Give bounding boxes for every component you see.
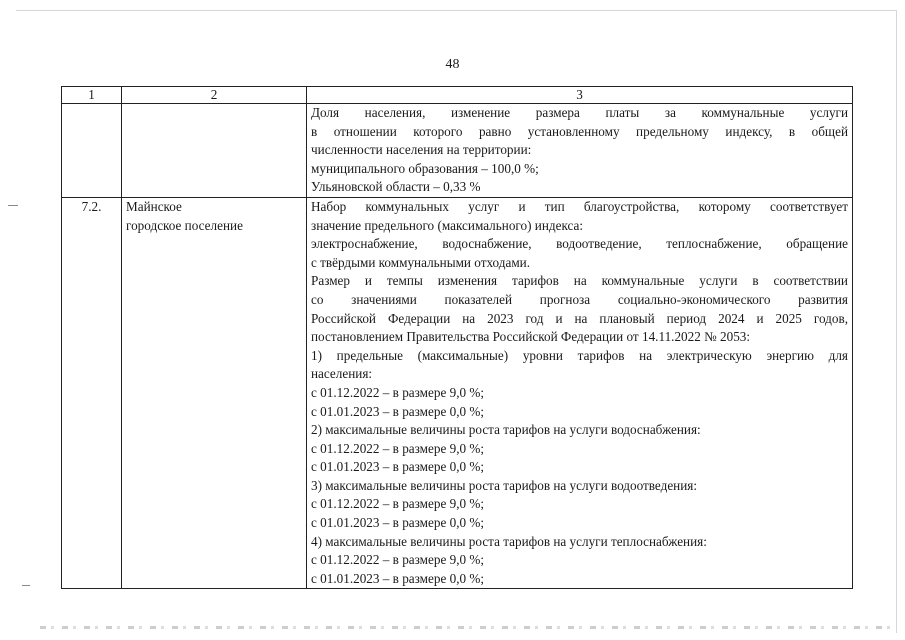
text-line: с 01.01.2023 – в размере 0,0 %; (311, 570, 485, 586)
text-line: с 01.12.2022 – в размере 9,0 %; (311, 384, 485, 400)
tariff-table (61, 86, 853, 589)
page-number: 48 (445, 57, 460, 72)
text-line: 3) максимальные величины роста тарифов на услуги водоотведения: (311, 477, 698, 493)
text-line: 1) предельные (максимальные) уровни тарифов на электрическую энергию для (311, 347, 848, 363)
text-line: электроснабжение, водоснабжение, водоотведение, теплоснабжение, обращение (311, 236, 848, 252)
settlement-name (122, 197, 307, 588)
header-col-2: 2 (122, 87, 307, 104)
text-line: численности населения на территории: (311, 142, 532, 158)
header-col-3: 3 (307, 87, 853, 104)
text-line: с 01.01.2023 – в размере 0,0 %; (311, 459, 485, 475)
text-line: с твёрдыми коммунальными отходами. (311, 254, 531, 270)
text-line: с 01.12.2022 – в размере 9,0 %; (311, 440, 485, 456)
margin-mark (8, 205, 18, 206)
text-line: Набор коммунальных услуг и тип благоустройства, которому соответствует (311, 198, 848, 214)
table-header-row (62, 87, 853, 104)
row-number (62, 104, 122, 198)
margin-mark (22, 585, 30, 586)
description-cell (307, 197, 853, 588)
text-line: постановлением Правительства Российской Федерации от 14.11.2022 № 2053: (311, 329, 751, 345)
row-number: 7.2. (62, 197, 122, 588)
text-line: с 01.01.2023 – в размере 0,0 %; (311, 515, 485, 531)
text-line: значение предельного (максимального) индекса: (311, 217, 584, 233)
text-line: 4) максимальные величины роста тарифов на услуги теплоснабжения: (311, 533, 707, 549)
text-line: со значениями показателей прогноза социально-экономического развития (311, 291, 848, 307)
scan-artifact (40, 626, 890, 629)
settlement-name-line: городское поселение (126, 217, 243, 233)
text-line: Российской Федерации на 2023 год и на плановый период 2024 и 2025 годов, (311, 310, 848, 326)
text-line: муниципального образования – 100,0 %; (311, 160, 539, 176)
text-line: Ульяновской области – 0,33 % (311, 179, 481, 195)
settlement-name (122, 104, 307, 198)
settlement-name-line: Майнское (126, 198, 182, 214)
text-line: населения: (311, 366, 373, 382)
table-row (62, 104, 853, 198)
text-line: с 01.01.2023 – в размере 0,0 %; (311, 403, 485, 419)
description-cell (307, 104, 853, 198)
header-col-1: 1 (62, 87, 122, 104)
table-row (62, 197, 853, 588)
text-line: Доля населения, изменение размера платы за коммунальные услуги (311, 105, 848, 120)
text-line: Размер и темпы изменения тарифов на коммунальные услуги в соответствии (311, 273, 848, 289)
text-line: в отношении которого равно установленному предельному индексу, в общей (311, 123, 848, 139)
text-line: 2) максимальные величины роста тарифов на услуги водоснабжения: (311, 422, 701, 438)
text-line: с 01.12.2022 – в размере 9,0 %; (311, 496, 485, 512)
text-line: с 01.12.2022 – в размере 9,0 %; (311, 552, 485, 568)
